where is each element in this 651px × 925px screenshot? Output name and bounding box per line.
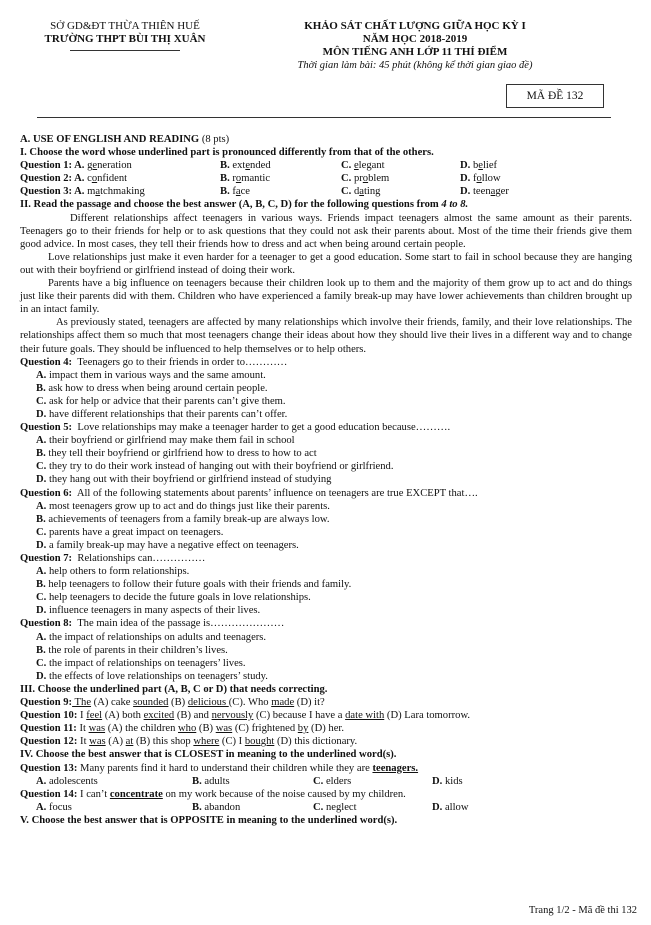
question-10: Question 10: I feel (A) both excited (B) and nervously (C) because I have a date with (D) Lara tomorrow. (20, 710, 471, 722)
option: B. the role of parents in their children’s lives. (36, 644, 228, 656)
option: A. help others to form relationships. (36, 566, 190, 578)
question-7: Question 7: Relationships can…………… (20, 553, 206, 564)
question-9: Question 9: The (A) cake sounded (B) delicious (C). Who made (D) it? (20, 697, 325, 709)
part5-instruction: V. Choose the best answer that is OPPOSITE in meaning to the underlined word(s). (20, 814, 398, 826)
time-allowed: Thời gian làm bài: 45 phút (không kể thời gian giao đề) (297, 60, 533, 71)
question-6: Question 6: All of the following statements about parents’ influence on teenagers are true EXCEPT that…. (20, 487, 478, 499)
exam-content (20, 133, 632, 827)
option: C. ask for help or advice that their parents can’t give them. (36, 395, 286, 407)
question-8: Question 8: The main idea of the passage is………………… (20, 618, 285, 630)
option: A. their boyfriend or girlfriend may make them fail in school (36, 435, 295, 447)
option: B. they tell their boyfriend or girlfriend how to dress to how to act (36, 448, 317, 460)
option: C. they try to do their work instead of hanging out with their boyfriend or girlfriend. (36, 461, 394, 473)
exam-title: KHẢO SÁT CHẤT LƯỢNG GIỮA HỌC KỲ I (304, 20, 526, 32)
department-name: SỞ GD&ĐT THỪA THIÊN HUẾ (50, 20, 200, 32)
part1-instruction: I. Choose the word whose underlined part is pronounced differently from that of the others. (20, 147, 434, 159)
option: D. have different relationships that their parents can’t offer. (36, 408, 288, 420)
subject: MÔN TIẾNG ANH LỚP 11 THÍ ĐIỂM (322, 46, 508, 58)
header-right (240, 20, 590, 72)
exam-code-box: MÃ ĐỀ 132 (506, 84, 604, 108)
option: A. the impact of relationships on adults and teenagers. (36, 631, 267, 643)
question-3: Question 3: A. matchmaking B. face C. dating D. teenager (20, 186, 509, 198)
passage-paragraph-4: As previously stated, teenagers are affected by many relationships which involve their friends, family, and their love relationships. The relationships affect them so much that most teenagers change their ideas about how they should live their lives in a different way and to change their future goals. They should be influenced to help themselves or to help others. (20, 317, 632, 355)
option: B. achievements of teenagers from a family break-up are always low. (36, 513, 330, 525)
header-left (20, 20, 230, 51)
option: C. the impact of relationships on teenagers’ lives. (36, 657, 246, 669)
page-footer: Trang 1/2 - Mã đề thi 132 (528, 905, 637, 916)
part4-instruction: IV. Choose the best answer that is CLOSEST in meaning to the underlined word(s). (20, 749, 397, 761)
school-year: NĂM HỌC 2018-2019 (362, 33, 468, 45)
part2-instruction: II. Read the passage and choose the best answer (A, B, C, D) for the following questions from 4 to 8. (20, 199, 469, 211)
passage-paragraph-2: Love relationships just make it even harder for a teenager to get a good education. Some start to fail in school because they are hanging out with their boyfriend or girlfriend instead of doing their work. (20, 251, 632, 276)
header-left-rule (70, 50, 180, 51)
option: D. they hang out with their boyfriend or girlfriend instead of studying (36, 474, 332, 486)
option: B. help teenagers to follow their future goals with their friends and family. (36, 579, 352, 591)
option: D. the effects of love relationships on teenagers’ study. (36, 670, 268, 682)
question-12: Question 12: It was (A) at (B) this shop where (C) I bought (D) this dictionary. (20, 736, 358, 748)
question-14: Question 14: I can’t concentrate on my work because of the noise caused by my children. (20, 788, 406, 800)
question-13-options: A. adolescents B. adults C. elders D. kids (36, 775, 463, 787)
option: A. impact them in various ways and the same amount. (36, 369, 266, 381)
option: B. ask how to dress when being around certain people. (36, 382, 268, 394)
section-a-title: A. USE OF ENGLISH AND READING (8 pts) (20, 134, 230, 145)
school-name: TRƯỜNG THPT BÙI THỊ XUÂN (44, 33, 206, 45)
question-14-options: A. focus B. abandon C. neglect D. allow (36, 801, 469, 813)
question-1: Question 1: A. generation B. extended C. elegant D. belief (20, 160, 498, 172)
question-13: Question 13: Many parents find it hard to understand their children while they are teenagers. (20, 762, 419, 774)
part3-instruction: III. Choose the underlined part (A, B, C or D) that needs correcting. (20, 683, 328, 695)
option: C. parents have a great impact on teenagers. (36, 526, 224, 538)
option: D. influence teenagers in many aspects of their lives. (36, 605, 261, 617)
question-4: Question 4: Teenagers go to their friends in order to………… (20, 356, 288, 368)
question-11: Question 11: It was (A) the children who (B) was (C) frightened by (D) her. (20, 723, 344, 735)
header-divider (37, 117, 611, 118)
option: C. help teenagers to decide the future goals in love relationships. (36, 592, 311, 604)
option: A. most teenagers grow up to act and do things just like their parents. (36, 500, 330, 512)
question-2: Question 2: A. confident B. romantic C. problem D. follow (20, 173, 501, 185)
passage-paragraph-1: Different relationships affect teenagers in various ways. Friends impact teenagers almost the same amount as their parents. Teenagers go to their friends for help or to ask questions that they could not ask their parents about. Most of the time their friends give them good advice. In most cases, they tell their friends how to dress and act when being around certain people. (20, 212, 632, 250)
option: D. a family break-up may have a negative effect on teenagers. (36, 539, 299, 551)
passage-paragraph-3: Parents have a big influence on teenagers because their children look up to them and the majority of them grow up to act and do things just like their parents did with them. Children who have experienced a family break-up may have lower achievements than children brought up in an intact family. (20, 278, 632, 316)
question-5: Question 5: Love relationships may make a teenager harder to get a good education because………. (20, 422, 451, 434)
